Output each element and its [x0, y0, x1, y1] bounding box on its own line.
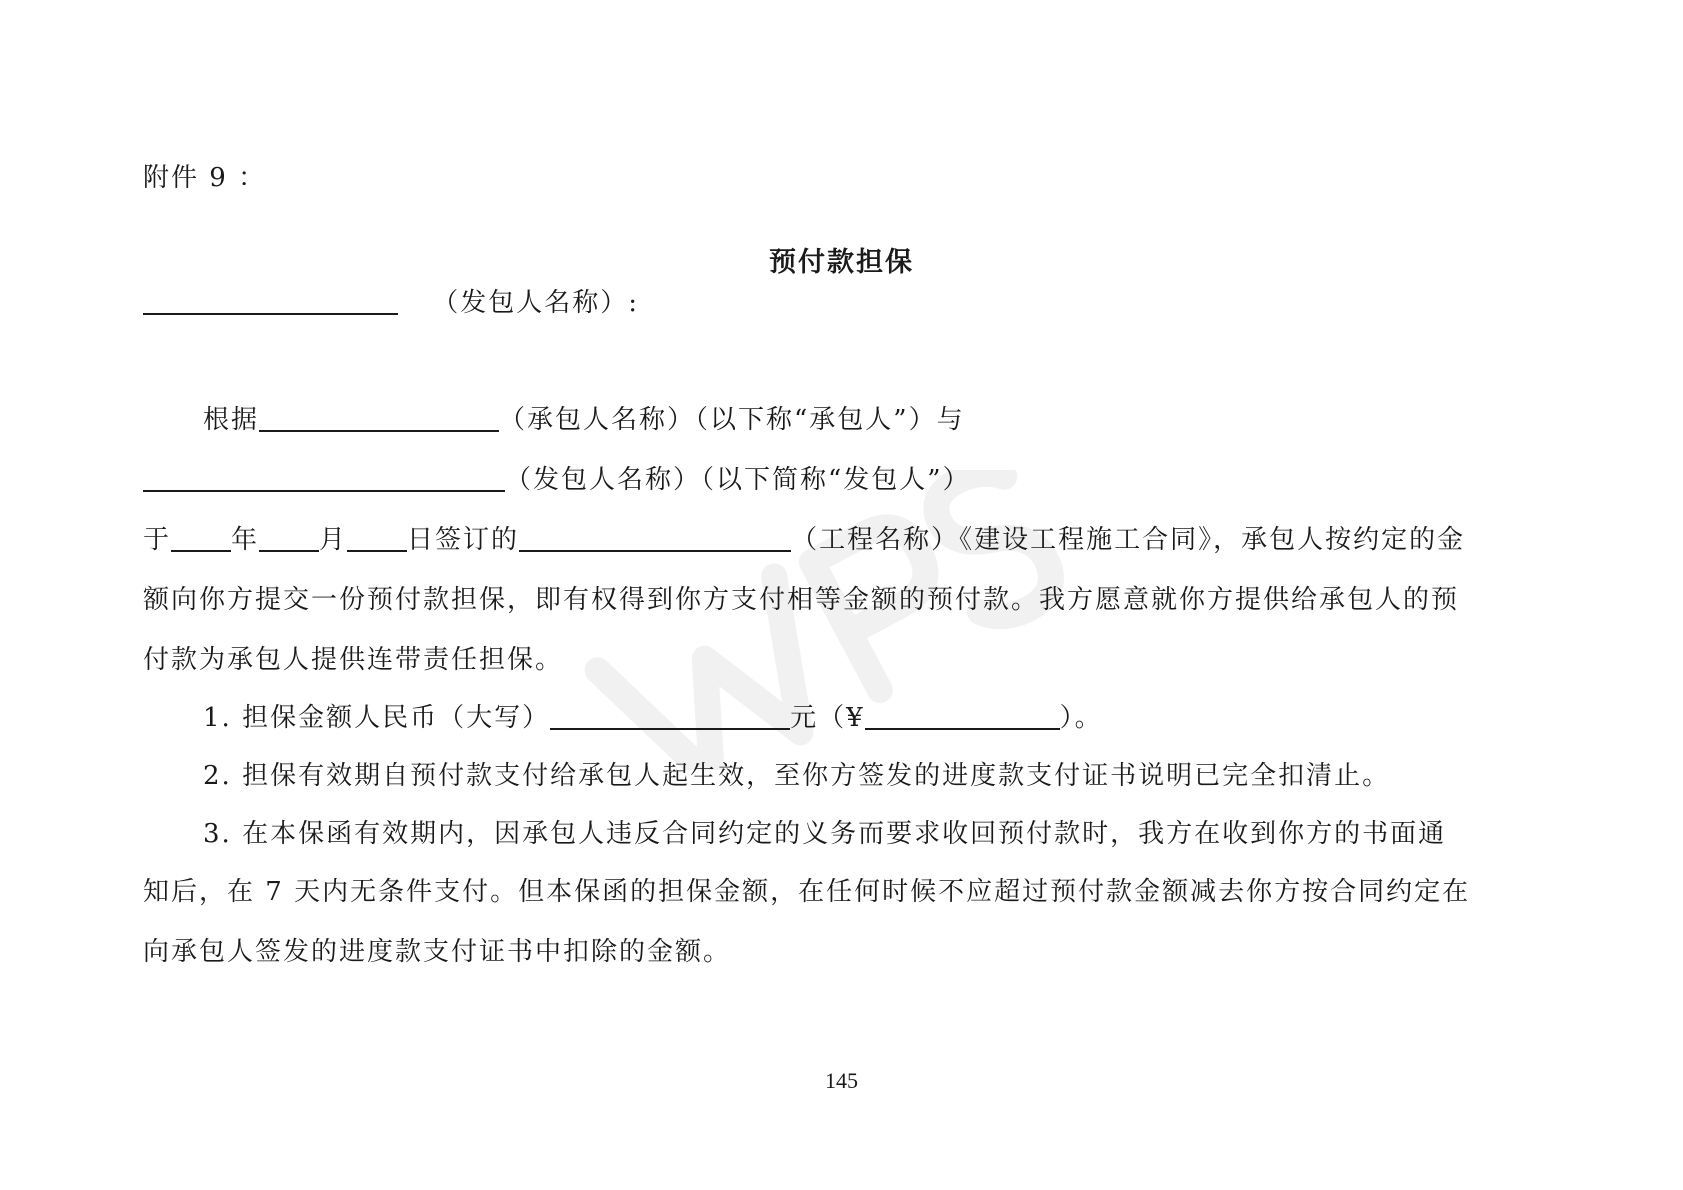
addressee-label: （发包人名称）: — [432, 288, 640, 318]
contractor-name-blank[interactable] — [259, 400, 499, 432]
day-blank[interactable] — [347, 520, 407, 552]
text-segment: （承包人名称）（以下称“承包人”）与 — [499, 405, 965, 435]
year-blank[interactable] — [171, 520, 231, 552]
text-segment: （发包人名称）（以下简称“发包人”） — [505, 465, 971, 495]
item-2: 2. 担保有效期自预付款支付给承包人起生效，至你方签发的进度款支付证书说明已完全扣清止。 — [203, 761, 1391, 791]
text-segment: 日签订的 — [407, 525, 520, 555]
item-3-line-3: 向承包人签发的进度款支付证书中扣除的金额。 — [143, 937, 732, 967]
item-3-line-1: 3. 在本保函有效期内，因承包人违反合同约定的义务而要求收回预付款时，我方在收到你方的书面通 — [203, 819, 1447, 849]
body-line-5: 付款为承包人提供连带责任担保。 — [143, 645, 564, 675]
document-title: 预付款担保 — [769, 247, 914, 278]
text-segment: 元（¥ — [790, 703, 865, 733]
text-segment: ）。 — [1059, 703, 1103, 733]
item-3-line-2: 知后，在 7 天内无条件支付。但本保函的担保金额，在任何时候不应超过预付款金额减去你方按合同约定在 — [143, 877, 1471, 907]
body-line-1 — [203, 400, 965, 440]
addressee-line — [143, 283, 639, 323]
employer-name-blank-2[interactable] — [143, 460, 505, 492]
employer-name-blank[interactable] — [143, 283, 398, 315]
text-segment: 1. 担保金额人民币（大写） — [203, 703, 551, 733]
item-1 — [203, 698, 1103, 738]
page-number: 145 — [825, 1068, 858, 1093]
amount-figures-blank[interactable] — [865, 698, 1060, 730]
text-segment: 于 — [143, 525, 172, 555]
body-line-3 — [143, 520, 1465, 560]
text-segment: （工程名称）《建设工程施工合同》，承包人按约定的金 — [791, 525, 1466, 555]
text-segment: 月 — [319, 525, 348, 555]
amount-words-blank[interactable] — [550, 698, 790, 730]
month-blank[interactable] — [259, 520, 319, 552]
text-segment: 根据 — [203, 405, 260, 435]
body-line-2 — [143, 460, 971, 500]
body-line-4: 额向你方提交一份预付款担保，即有权得到你方支付相等金额的预付款。我方愿意就你方提供给承包人的预 — [143, 585, 1460, 615]
attachment-label: 附件 9 ： — [143, 163, 267, 193]
text-segment: 年 — [231, 525, 260, 555]
project-name-blank[interactable] — [519, 520, 791, 552]
